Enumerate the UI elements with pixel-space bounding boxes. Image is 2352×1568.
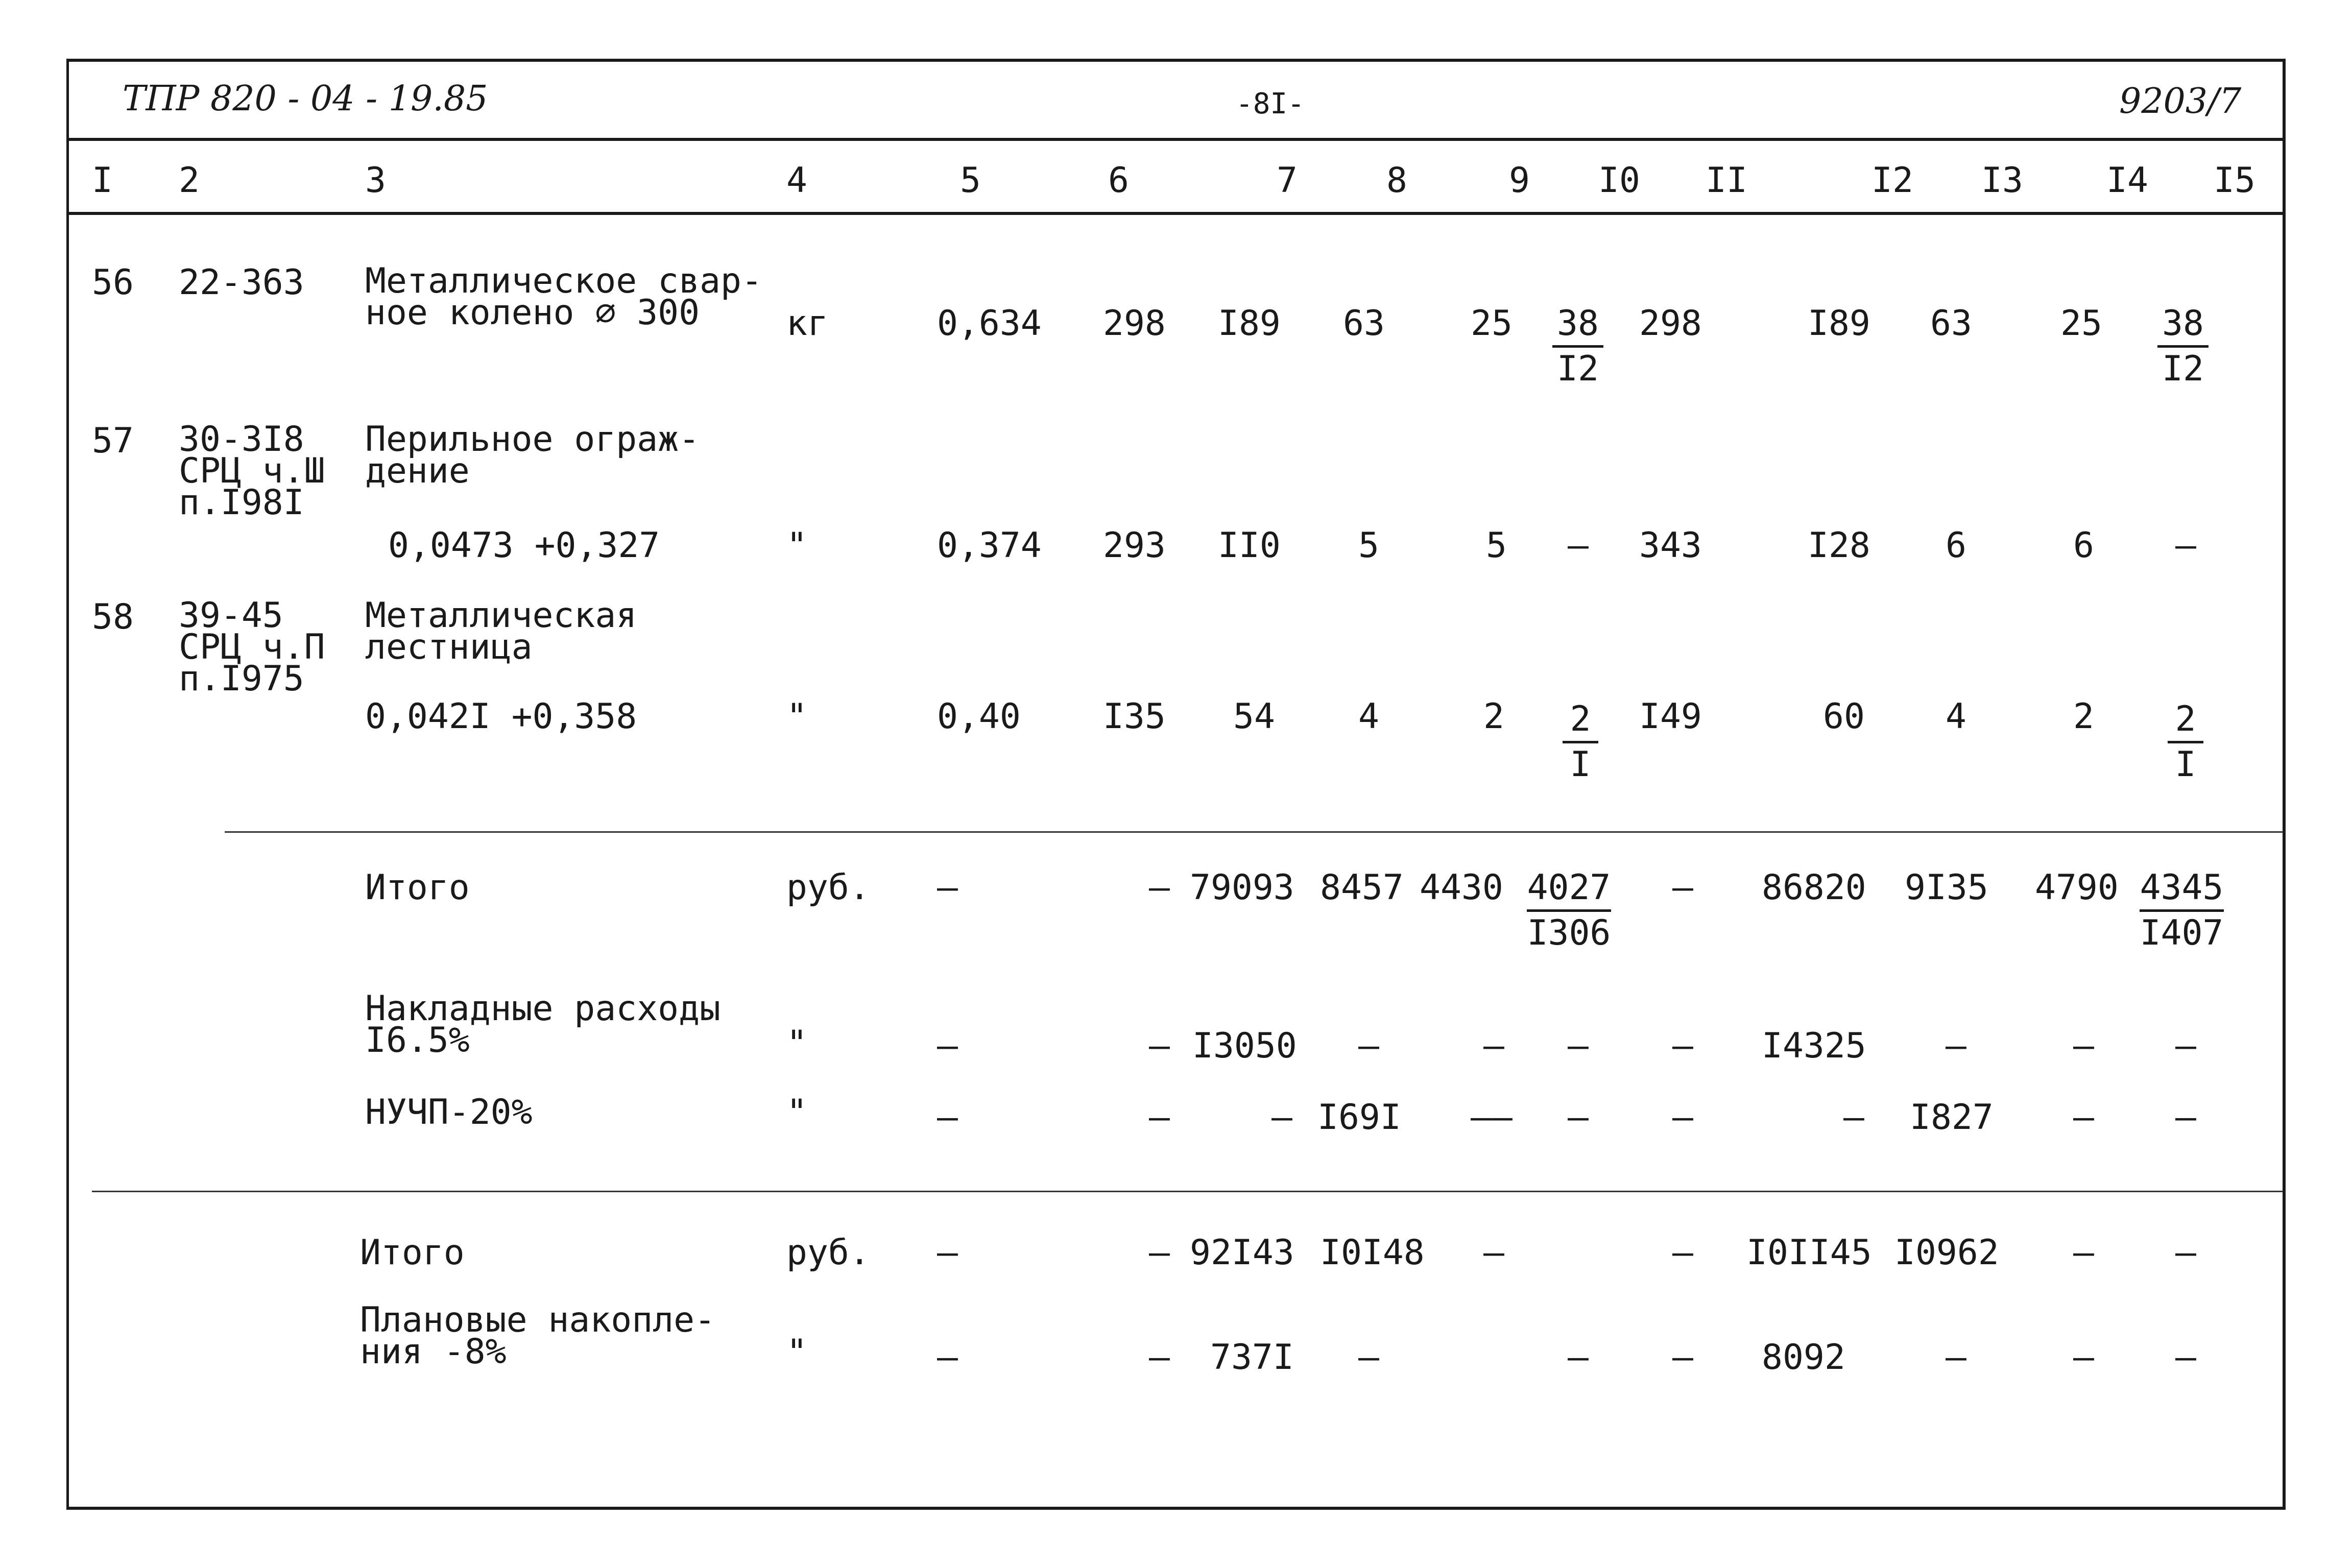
cell: 79093	[1190, 867, 1294, 908]
col-num: 7	[1277, 160, 1298, 201]
row-unit: руб.	[786, 867, 870, 908]
cell: –	[937, 1097, 958, 1138]
cell: 293	[1103, 525, 1166, 566]
row-unit: "	[786, 1332, 807, 1372]
row-label: ния -8%	[360, 1332, 507, 1372]
col-num: 3	[365, 160, 386, 201]
cell: 9I35	[1905, 867, 1988, 908]
row-name: Перильное ограж-	[365, 419, 700, 460]
row-name: Металлическое свар-	[365, 261, 762, 301]
cell: –	[2175, 525, 2196, 566]
fraction-cell	[1552, 303, 1603, 389]
row-number: 58	[92, 597, 134, 637]
col-num: I	[92, 160, 113, 201]
doc-code: ТПР 820 - 04 - 19.85	[123, 79, 488, 119]
cell: 63	[1343, 303, 1385, 344]
cell: II0	[1218, 525, 1281, 566]
cell: –	[937, 1233, 958, 1273]
fraction-cell	[1563, 699, 1598, 785]
cell: 0,634	[937, 303, 1042, 344]
cell: –	[1568, 1337, 1589, 1378]
cell: –	[2073, 1097, 2094, 1138]
section-rule	[225, 831, 2283, 833]
cell: –	[1672, 867, 1693, 908]
cell: –	[2175, 1337, 2196, 1378]
totals-label: Итого	[365, 867, 470, 908]
row-unit: "	[786, 696, 807, 737]
cell: I35	[1103, 696, 1166, 737]
col-num: 2	[179, 160, 200, 201]
cell: –	[1358, 1337, 1379, 1378]
cell: –	[2073, 1337, 2094, 1378]
cell: –	[1358, 1026, 1379, 1066]
cell: 8457	[1320, 867, 1404, 908]
cell: 2	[1483, 696, 1504, 737]
row-label: НУЧП-20%	[365, 1092, 533, 1132]
col-num: II	[1706, 160, 1747, 201]
col-num: I3	[1981, 160, 2023, 201]
row-code: п.I98I	[179, 483, 304, 523]
denominator: I2	[1557, 349, 1599, 389]
cell: I28	[1808, 525, 1870, 566]
cell: I69I	[1317, 1097, 1401, 1138]
row-number: 57	[92, 421, 134, 461]
col-num: 6	[1108, 160, 1129, 201]
cell: –	[1271, 1097, 1292, 1138]
row-code: 30-3I8	[179, 419, 304, 460]
cell: I0I48	[1320, 1233, 1425, 1273]
row-name: Металлическая	[365, 595, 637, 636]
row-code: СРЦ ч.П	[179, 627, 325, 667]
page-number: -8I-	[1236, 87, 1305, 120]
denominator: I	[2175, 744, 2196, 785]
column-header-rule	[66, 212, 2283, 215]
cell: 86820	[1762, 867, 1866, 908]
cell: –	[1672, 1097, 1693, 1138]
cell: –	[1483, 1233, 1504, 1273]
numerator: 2	[2168, 702, 2203, 743]
col-num: 4	[786, 160, 807, 201]
cell: 5	[1486, 525, 1507, 566]
cell: –	[2073, 1026, 2094, 1066]
cell: –	[1149, 1097, 1170, 1138]
sheet-code: 9203/7	[2119, 81, 2242, 122]
cell: –	[1483, 1026, 1504, 1066]
col-num: 5	[960, 160, 981, 201]
totals-label: Итого	[360, 1233, 465, 1273]
cell: –	[1946, 1337, 1966, 1378]
cell: –	[937, 867, 958, 908]
col-num: I2	[1871, 160, 1913, 201]
fraction-cell	[2168, 699, 2203, 785]
row-code: п.I975	[179, 659, 304, 699]
cell: ––	[1471, 1097, 1513, 1138]
header-rule	[66, 138, 2283, 141]
cell: 343	[1639, 525, 1702, 566]
row-unit: "	[786, 525, 807, 566]
cell: 92I43	[1190, 1233, 1294, 1273]
cell: 4	[1946, 696, 1966, 737]
row-code: СРЦ ч.Ш	[179, 451, 325, 491]
cell: –	[1672, 1026, 1693, 1066]
cell: –	[1568, 525, 1589, 566]
col-num: I4	[2106, 160, 2148, 201]
cell: –	[1149, 1026, 1170, 1066]
row-formula: 0,0473 +0,327	[388, 525, 660, 566]
row-unit: кг	[786, 303, 828, 344]
cell: –	[2175, 1097, 2196, 1138]
cell: 737I	[1210, 1337, 1294, 1378]
cell: 63	[1930, 303, 1972, 344]
cell: –	[2073, 1233, 2094, 1273]
denominator: I306	[1527, 913, 1611, 953]
cell: –	[937, 1026, 958, 1066]
col-num: 9	[1509, 160, 1530, 201]
cell: I49	[1639, 696, 1702, 737]
col-num: I5	[2214, 160, 2255, 201]
cell: –	[1149, 867, 1170, 908]
cell: 298	[1103, 303, 1166, 344]
cell: 6	[1946, 525, 1966, 566]
cell: 6	[2073, 525, 2094, 566]
cell: –	[1672, 1233, 1693, 1273]
row-name: дение	[365, 451, 470, 491]
row-unit: "	[786, 1092, 807, 1132]
cell: 8092	[1762, 1337, 1845, 1378]
cell: –	[1149, 1337, 1170, 1378]
row-code: 39-45	[179, 595, 283, 636]
row-number: 56	[92, 262, 134, 303]
cell: I89	[1808, 303, 1870, 344]
col-num: I0	[1598, 160, 1640, 201]
cell: 60	[1823, 696, 1865, 737]
cell: 4430	[1420, 867, 1503, 908]
row-code: 22-363	[179, 262, 304, 303]
row-label: Плановые накопле-	[360, 1300, 715, 1340]
section-rule	[92, 1191, 2283, 1192]
cell: 4790	[2035, 867, 2119, 908]
cell: –	[1568, 1097, 1589, 1138]
numerator: 4345	[2140, 871, 2224, 912]
numerator: 4027	[1527, 871, 1611, 912]
fraction-cell	[1527, 867, 1611, 953]
cell: –	[1672, 1337, 1693, 1378]
cell: I827	[1910, 1097, 1994, 1138]
fraction-cell	[2157, 303, 2209, 389]
cell: 2	[2073, 696, 2094, 737]
cell: 298	[1639, 303, 1702, 344]
cell: 4	[1358, 696, 1379, 737]
denominator: I407	[2140, 913, 2224, 953]
numerator: 38	[2157, 306, 2209, 348]
cell: I0962	[1894, 1233, 1999, 1273]
cell: –	[1946, 1026, 1966, 1066]
cell: –	[937, 1337, 958, 1378]
row-unit: "	[786, 1023, 807, 1064]
cell: 25	[1471, 303, 1513, 344]
cell: 0,374	[937, 525, 1042, 566]
row-name: ное колено ∅ 300	[365, 293, 700, 333]
cell: I0II45	[1746, 1233, 1872, 1273]
cell: 54	[1233, 696, 1275, 737]
denominator: I2	[2162, 349, 2204, 389]
cell: –	[2175, 1233, 2196, 1273]
cell: –	[1149, 1233, 1170, 1273]
numerator: 38	[1552, 306, 1603, 348]
denominator: I	[1570, 744, 1591, 785]
row-name: лестница	[365, 627, 533, 667]
cell: 0,40	[937, 696, 1021, 737]
fraction-cell	[2140, 867, 2224, 953]
cell: –	[1568, 1026, 1589, 1066]
row-formula: 0,042I +0,358	[365, 696, 637, 737]
col-num: 8	[1386, 160, 1407, 201]
cell: I4325	[1762, 1026, 1866, 1066]
cell: 5	[1358, 525, 1379, 566]
cell: I89	[1218, 303, 1281, 344]
row-label: Накладные расходы	[365, 988, 721, 1029]
row-label: I6.5%	[365, 1020, 470, 1060]
cell: –	[2175, 1026, 2196, 1066]
cell: –	[1843, 1097, 1864, 1138]
numerator: 2	[1563, 702, 1598, 743]
cell: I3050	[1192, 1026, 1297, 1066]
row-unit: руб.	[786, 1233, 870, 1273]
cell: 25	[2060, 303, 2102, 344]
